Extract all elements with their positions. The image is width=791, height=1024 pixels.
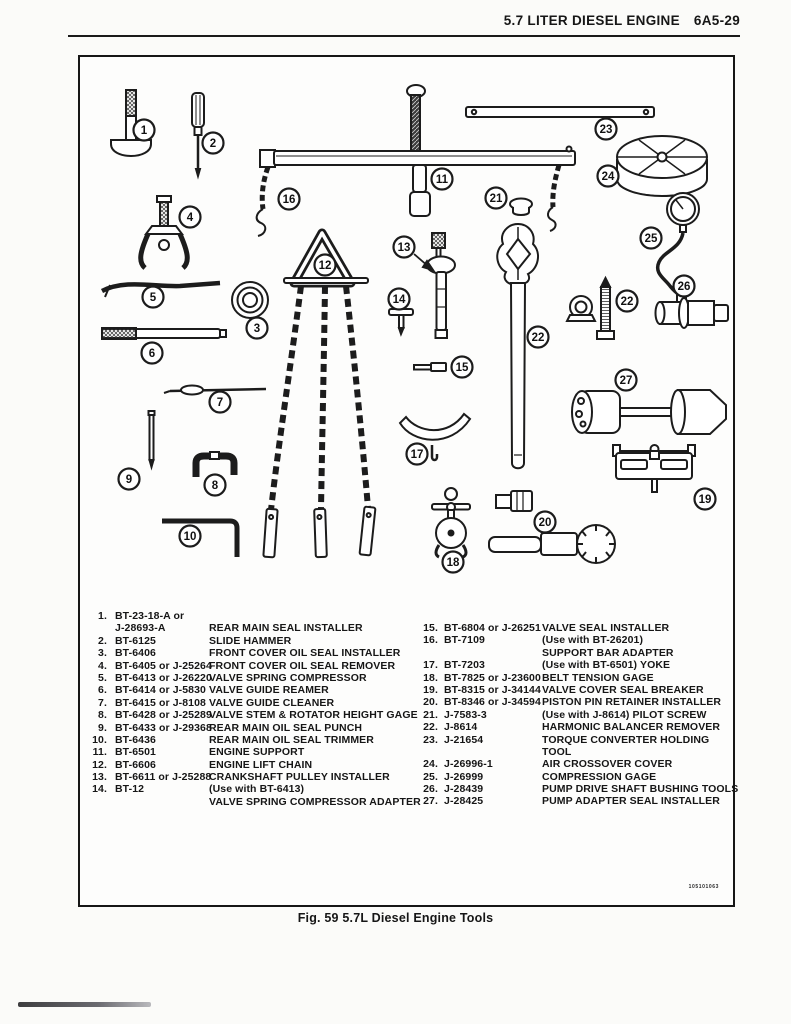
callout-18-label: 18 (446, 557, 460, 569)
tool-description: FRONT COVER OIL SEAL REMOVER (209, 659, 396, 672)
callout-19-label: 19 (698, 494, 712, 506)
parts-list-row (85, 795, 421, 808)
parts-list-row (416, 758, 730, 770)
tool-code: BT-6414 or J-5830 (115, 684, 207, 697)
callout-21 (486, 188, 507, 209)
callout-19 (695, 489, 716, 510)
callout-8 (205, 475, 226, 496)
print-code: 105101063 (688, 884, 719, 890)
callout-20-label: 20 (538, 517, 552, 529)
callout-7 (210, 392, 231, 413)
parts-list-right (416, 622, 739, 808)
parts-list-row (85, 672, 415, 684)
callout-24 (598, 166, 619, 187)
tool-compressor-adapter (389, 309, 413, 334)
part-number: 4. (98, 659, 107, 672)
tool-code: BT-6415 or J-8108 (115, 696, 207, 709)
tool-pump-bushing-tools (656, 298, 729, 328)
callout-9 (119, 469, 140, 490)
callout-18 (443, 552, 464, 573)
tool-oil-seal-punch (149, 411, 155, 467)
parts-list-row (85, 722, 415, 734)
callout-11-label: 11 (435, 174, 449, 186)
parts-list-row (416, 696, 730, 708)
tool-pump-adapter-seal-installer (572, 390, 726, 434)
tool-code: J-26999 (444, 770, 484, 783)
tool-code: BT-23-18-A or (115, 610, 185, 622)
tool-code: J-21654 (444, 733, 484, 746)
callout-16-label: 16 (282, 194, 296, 206)
parts-list-row (416, 783, 739, 796)
callout-5 (143, 287, 164, 308)
tool-oil-seal-installer (232, 282, 268, 318)
callout-6 (142, 343, 163, 364)
callout-15-label: 15 (455, 362, 469, 374)
tool-code: BT-6433 or J-29368 (115, 721, 212, 734)
tools-diagram (80, 57, 733, 597)
tool-belt-tension-gage (432, 488, 470, 557)
tool-description: VALVE STEM & ROTATOR HEIGHT GAGE (209, 709, 418, 722)
parts-list-row (416, 709, 730, 721)
header-rule (68, 35, 740, 37)
tool-description: SLIDE HAMMER (209, 634, 292, 647)
callout-7-label: 7 (216, 397, 224, 409)
part-number: 16. (423, 634, 438, 647)
parts-list-row (416, 684, 730, 696)
callout-22b (617, 291, 638, 312)
part-number: 18. (423, 671, 438, 684)
part-number: 8. (98, 709, 107, 722)
tool-code: BT-6428 or J-25289 (115, 709, 212, 722)
part-number: 27. (423, 795, 438, 808)
callout-2 (203, 133, 224, 154)
parts-list-row (85, 635, 415, 647)
parts-list-row (416, 622, 730, 634)
callout-13 (394, 237, 415, 258)
part-number: 26. (423, 783, 438, 796)
callout-22b-label: 22 (620, 296, 634, 308)
part-number: 10. (92, 733, 107, 746)
part-number: 19. (423, 683, 438, 696)
callout-27 (616, 370, 637, 391)
callout-26 (674, 276, 695, 297)
callout-22a-label: 22 (531, 332, 545, 344)
tool-engine-lift-chain (263, 233, 375, 557)
tool-description: REAR MAIN OIL SEAL PUNCH (209, 721, 363, 734)
part-number: 6. (98, 684, 107, 697)
part-number: 1. (98, 610, 107, 622)
callout-23 (596, 119, 617, 140)
callout-3 (247, 318, 268, 339)
tool-air-crossover-cover (617, 136, 707, 196)
tool-crankshaft-pulley-installer (427, 233, 455, 338)
tool-description: VALVE SPRING COMPRESSOR (209, 671, 367, 684)
tool-description: BELT TENSION GAGE (542, 671, 654, 684)
tool-description: (Use with BT-6501) YOKE (542, 659, 671, 672)
tool-description: COMPRESSION GAGE (542, 770, 657, 783)
tool-description: PUMP DRIVE SHAFT BUSHING TOOLS (542, 783, 739, 796)
tool-valve-cover-seal-breaker (613, 445, 695, 492)
parts-list-row (85, 709, 418, 722)
tool-description: (Use with J-8614) PILOT SCREW (542, 708, 707, 721)
tool-description: REAR MAIN OIL SEAL TRIMMER (209, 733, 374, 746)
page-header (504, 13, 740, 28)
tool-description: (Use with BT-26201) (542, 634, 644, 647)
part-number: 15. (423, 622, 438, 634)
tool-code: J-28439 (444, 783, 484, 796)
callout-12 (315, 255, 336, 276)
tool-description: VALVE GUIDE REAMER (209, 684, 329, 697)
callout-14 (389, 289, 410, 310)
part-number: 9. (98, 721, 107, 734)
tool-description: VALVE COVER SEAL BREAKER (542, 683, 704, 696)
tool-description: VALVE SEAL INSTALLER (542, 622, 670, 634)
tool-description: PISTON PIN RETAINER INSTALLER (542, 696, 722, 709)
parts-list-row (85, 697, 415, 709)
callout-25-label: 25 (644, 233, 658, 245)
parts-list-row (416, 771, 730, 783)
tool-valve-guide-reamer (102, 328, 226, 339)
callout-6-label: 6 (148, 348, 156, 360)
tool-rotator-height-gage (196, 452, 234, 477)
part-number: 5. (98, 671, 107, 684)
parts-list-row (85, 622, 415, 634)
callout-13-label: 13 (397, 242, 411, 254)
tool-code: BT-12 (115, 783, 145, 796)
tool-code: BT-6436 (115, 733, 156, 746)
part-number: 24. (423, 758, 438, 771)
tool-description: HARMONIC BALANCER REMOVER (542, 721, 721, 734)
callout-17-label: 17 (410, 449, 424, 461)
tool-description: ENGINE SUPPORT (209, 746, 305, 759)
callout-24-label: 24 (601, 171, 615, 183)
callout-23-label: 23 (599, 124, 613, 136)
tool-valve-seal-installer (414, 363, 446, 371)
tool-code: BT-6606 (115, 758, 156, 771)
tool-slide-hammer (192, 93, 204, 176)
part-number: 14. (92, 783, 107, 796)
tool-code: BT-7109 (444, 634, 485, 647)
callout-22a (528, 327, 549, 348)
callout-3-label: 3 (253, 323, 261, 335)
tool-code: BT-6405 or J-25264 (115, 659, 212, 672)
tool-code: BT-6804 or J-26251 (444, 622, 541, 634)
tool-description: ENGINE LIFT CHAIN (209, 758, 313, 771)
callout-21-label: 21 (489, 193, 503, 205)
part-number: 2. (98, 634, 107, 647)
callout-9-label: 9 (125, 474, 133, 486)
parts-list-row (416, 795, 730, 807)
callout-20 (535, 512, 556, 533)
tool-code: J-26996-1 (444, 758, 493, 771)
tool-description: PUMP ADAPTER SEAL INSTALLER (542, 795, 720, 808)
tool-description: VALVE SPRING COMPRESSOR ADAPTER (209, 795, 421, 808)
callout-10 (180, 526, 201, 547)
parts-list-row (416, 659, 730, 671)
tool-description: AIR CROSSOVER COVER (542, 758, 673, 771)
part-number: 12. (92, 758, 107, 771)
tool-balancer-remover-screw (567, 278, 614, 339)
part-number: 3. (98, 647, 107, 660)
parts-list-row (85, 647, 415, 659)
tool-code: BT-7203 (444, 659, 485, 672)
scan-artifact-bar (18, 1002, 151, 1007)
part-number: 22. (423, 721, 438, 734)
tool-description: TOOL (542, 745, 572, 758)
parts-list-row (85, 734, 415, 746)
figure-caption: Fig. 59 5.7L Diesel Engine Tools (297, 911, 494, 925)
parts-list-row (85, 771, 415, 783)
part-number: 23. (423, 733, 438, 746)
tool-support-bar-adapter (466, 107, 654, 117)
tool-description: REAR MAIN SEAL INSTALLER (209, 622, 363, 635)
callout-11 (432, 169, 453, 190)
callout-4 (180, 207, 201, 228)
part-number: 25. (423, 770, 438, 783)
callout-12-label: 12 (318, 260, 332, 272)
part-number: 17. (423, 659, 438, 672)
header-title: 5.7 LITER DIESEL ENGINE (503, 13, 680, 28)
parts-list-row (416, 721, 730, 733)
parts-list-row (416, 746, 730, 758)
parts-list-row (85, 759, 415, 771)
parts-list-row (85, 660, 415, 672)
tool-code: BT-7825 or J-23600 (444, 671, 541, 684)
tool-code: J-8614 (444, 721, 478, 734)
tool-code: BT-6125 (115, 634, 156, 647)
part-number: 20. (423, 696, 438, 709)
part-number: 11. (92, 746, 107, 759)
parts-list-row (85, 783, 415, 795)
callout-8-label: 8 (211, 480, 219, 492)
parts-list-row (416, 672, 730, 684)
tool-description: VALVE GUIDE CLEANER (209, 696, 335, 709)
parts-list-row (416, 734, 730, 746)
callout-10-label: 10 (183, 531, 197, 543)
callout-1 (134, 120, 155, 141)
tool-description: FRONT COVER OIL SEAL INSTALLER (209, 647, 401, 660)
tool-description: SUPPORT BAR ADAPTER (542, 646, 674, 659)
parts-list-row (85, 610, 415, 622)
callout-1-label: 1 (140, 125, 148, 137)
tool-code: BT-6501 (115, 746, 156, 759)
part-number: 13. (92, 771, 107, 784)
part-number: 7. (98, 696, 107, 709)
callout-17 (407, 444, 428, 465)
callout-27-label: 27 (619, 375, 633, 387)
parts-list-row (416, 647, 730, 659)
parts-list-row (85, 746, 415, 758)
figure-box (78, 55, 739, 907)
tool-code: BT-6406 (115, 647, 156, 660)
callout-25 (641, 228, 662, 249)
callout-16 (279, 189, 300, 210)
callout-5-label: 5 (149, 292, 157, 304)
tool-code: BT-8315 or J-34144 (444, 683, 541, 696)
tool-code: BT-6611 or J-25288 (115, 771, 212, 784)
tool-code: BT-6413 or J-26220 (115, 671, 212, 684)
parts-list-left (85, 610, 421, 808)
tool-description: (Use with BT-6413) (209, 783, 305, 796)
tool-description: CRANKSHAFT PULLEY INSTALLER (209, 771, 390, 784)
tool-code: J-7583-3 (444, 708, 487, 721)
tool-description: TORQUE CONVERTER HOLDING (542, 733, 710, 746)
tool-code: J-28693-A (115, 622, 166, 635)
parts-list-row (85, 684, 415, 696)
part-number: 21. (423, 708, 438, 721)
tool-pilot-screw (510, 199, 532, 216)
tool-oil-seal-remover-puller (141, 196, 188, 268)
callout-4-label: 4 (186, 212, 194, 224)
tool-code: J-28425 (444, 795, 484, 808)
callout-14-label: 14 (392, 294, 406, 306)
tool-code: BT-8346 or J-34594 (444, 696, 541, 709)
callout-15 (452, 357, 473, 378)
parts-list-row (416, 634, 730, 646)
callout-2-label: 2 (209, 138, 217, 150)
callout-26-label: 26 (677, 281, 691, 293)
page-number: 6A5-29 (693, 13, 740, 28)
